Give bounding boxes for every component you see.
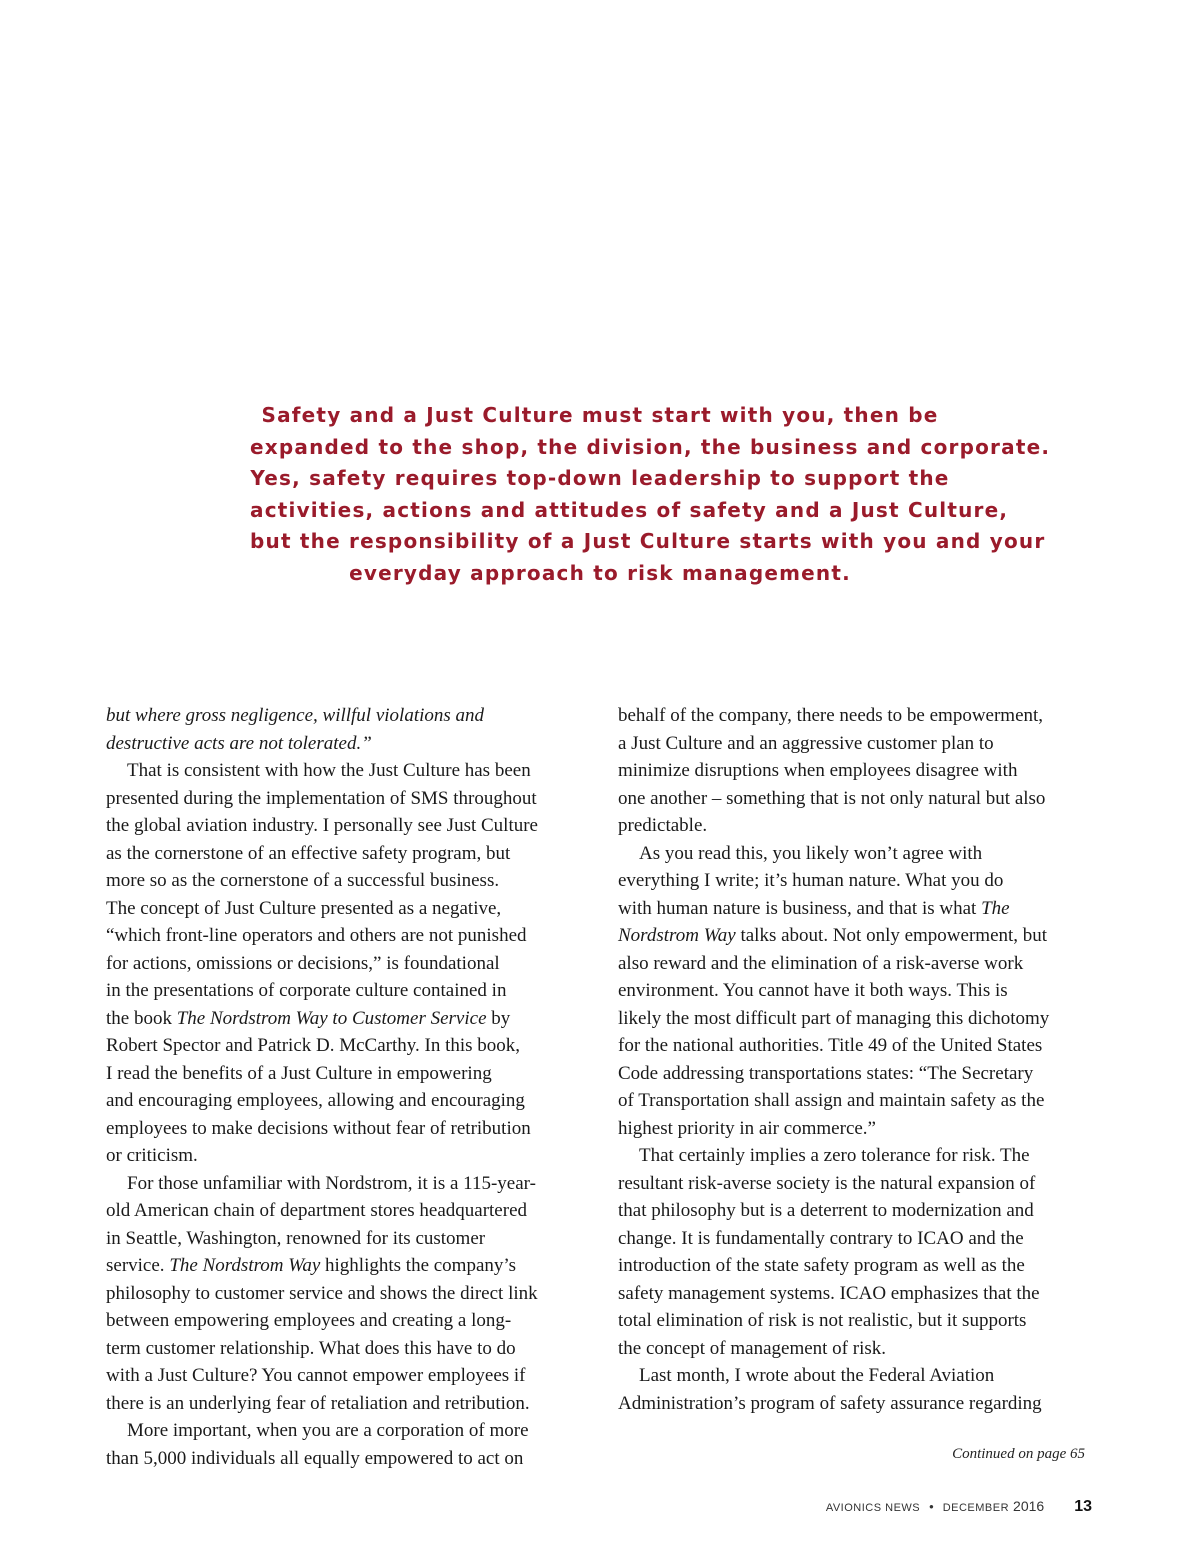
book-title: The (981, 897, 1010, 919)
article-column-left (106, 702, 586, 1472)
text-line: or criticism. (106, 1145, 198, 1166)
text-line: change. It is fundamentally contrary to ICAO and the (618, 1227, 1024, 1249)
text-span: service. (106, 1255, 170, 1276)
text-line (618, 895, 1098, 923)
text-line: old American chain of department stores headquartered (106, 1200, 527, 1221)
text-line: Robert Spector and Patrick D. McCarthy. In this book, (106, 1035, 521, 1056)
text-line (106, 1005, 586, 1033)
text-line: between empowering employees and creating a long- (106, 1310, 512, 1331)
text-line: environment. You cannot have it both ways. This is (618, 980, 1008, 1001)
text-line: “which front-line operators and others are not punished (106, 925, 527, 946)
text-line: Last month, I wrote about the Federal Aviation (639, 1365, 995, 1386)
text-span: talks about. Not only empowerment, but (735, 925, 1048, 946)
quote-text: destructive acts are not tolerated.” (106, 732, 372, 754)
text-line: that philosophy but is a deterrent to modernization and (618, 1200, 1034, 1221)
text-line: as the cornerstone of an effective safety program, but (106, 842, 511, 864)
text-line: more so as the cornerstone of a successful business. (106, 870, 500, 891)
text-line: likely the most difficult part of managing this dichotomy (618, 1007, 1050, 1029)
book-title: The Nordstrom Way to Customer Service (176, 1007, 487, 1029)
text-line: for actions, omissions or decisions,” is foundational (106, 952, 500, 974)
issue-month: DECEMBER (942, 1502, 1010, 1514)
book-title: Nordstrom Way (618, 925, 736, 946)
continued-note: Continued on page 65 (952, 1446, 1085, 1462)
pull-quote-line: expanded to the shop, the division, the business and corporate. (250, 434, 1051, 459)
text-line (106, 730, 586, 758)
text-line: I read the benefits of a Just Culture in empowering (106, 1062, 492, 1084)
text-line: highest priority in air commerce.” (618, 1117, 876, 1139)
text-line: resultant risk-averse society is the natural expansion of (618, 1172, 1036, 1194)
pull-quote (250, 400, 1051, 589)
book-title: The Nordstrom Way (169, 1255, 321, 1276)
text-line (106, 702, 586, 730)
text-line (106, 1252, 586, 1280)
text-span: highlights the company’s (320, 1255, 517, 1276)
text-line: also reward and the elimination of a risk-averse work (618, 952, 1024, 974)
text-line: for the national authorities. Title 49 of the United States (618, 1035, 1043, 1056)
text-line: minimize disruptions when employees disagree with (618, 760, 1018, 781)
text-span: the book (106, 1007, 177, 1029)
text-line: in Seattle, Washington, renowned for its customer (106, 1227, 486, 1249)
text-line: safety management systems. ICAO emphasizes that the (618, 1282, 1040, 1304)
publication-name: AVIONICS NEWS (825, 1502, 921, 1514)
issue-year: 2016 (1013, 1498, 1045, 1514)
text-line: That is consistent with how the Just Culture has been (127, 760, 531, 781)
text-line: and encouraging employees, allowing and encouraging (106, 1090, 525, 1111)
pull-quote-line: Yes, safety requires top-down leadership to support the (250, 466, 950, 490)
pull-quote-line: everyday approach to risk management. (349, 560, 851, 585)
text-line: employees to make decisions without fear of retribution (106, 1117, 531, 1139)
pull-quote-line: Safety and a Just Culture must start with you, then be (261, 403, 939, 427)
text-line: philosophy to customer service and shows the direct link (106, 1282, 538, 1304)
text-line: As you read this, you likely won’t agree with (639, 842, 983, 864)
text-line: term customer relationship. What does this have to do (106, 1337, 516, 1359)
text-line: the concept of management of risk. (618, 1337, 887, 1359)
text-line: Administration’s program of safety assurance regarding (618, 1392, 1042, 1414)
text-line: one another – something that is not only natural but also (618, 787, 1046, 809)
text-line: That certainly implies a zero tolerance for risk. The (639, 1145, 1030, 1166)
text-line: a Just Culture and an aggressive customer plan to (618, 732, 994, 754)
text-line: with a Just Culture? You cannot empower employees if (106, 1365, 526, 1386)
text-line: predictable. (618, 815, 708, 836)
text-line: presented during the implementation of SMS throughout (106, 787, 537, 809)
text-line: everything I write; it’s human nature. What you do (618, 870, 1004, 891)
text-line: the global aviation industry. I personally see Just Culture (106, 815, 538, 836)
pull-quote-line: activities, actions and attitudes of safety and a Just Culture, (250, 497, 1009, 522)
pull-quote-line: but the responsibility of a Just Culture starts with you and your (250, 529, 1046, 553)
text-line: than 5,000 individuals all equally empowered to act on (106, 1447, 524, 1469)
text-line: there is an underlying fear of retaliation and retribution. (106, 1392, 530, 1414)
quote-text: but where gross negligence, willful violations and (106, 705, 485, 726)
page-footer (826, 1498, 1092, 1516)
page-number: 13 (1074, 1498, 1092, 1515)
text-line: More important, when you are a corporation of more (127, 1420, 529, 1441)
text-line (618, 922, 1098, 950)
text-line: total elimination of risk is not realistic, but it supports (618, 1310, 1027, 1331)
text-line: of Transportation shall assign and maintain safety as the (618, 1090, 1045, 1111)
text-span: with human nature is business, and that is what (618, 897, 982, 919)
text-line: introduction of the state safety program as well as the (618, 1255, 1025, 1276)
text-line: The concept of Just Culture presented as a negative, (106, 897, 502, 919)
text-line: For those unfamiliar with Nordstrom, it is a 115-year- (127, 1172, 536, 1194)
bullet-separator: • (929, 1499, 934, 1514)
text-line: in the presentations of corporate culture contained in (106, 980, 507, 1001)
text-line: behalf of the company, there needs to be empowerment, (618, 705, 1044, 726)
text-line: Code addressing transportations states: “The Secretary (618, 1062, 1034, 1084)
article-column-right (618, 702, 1098, 1417)
text-span: by (486, 1007, 511, 1029)
